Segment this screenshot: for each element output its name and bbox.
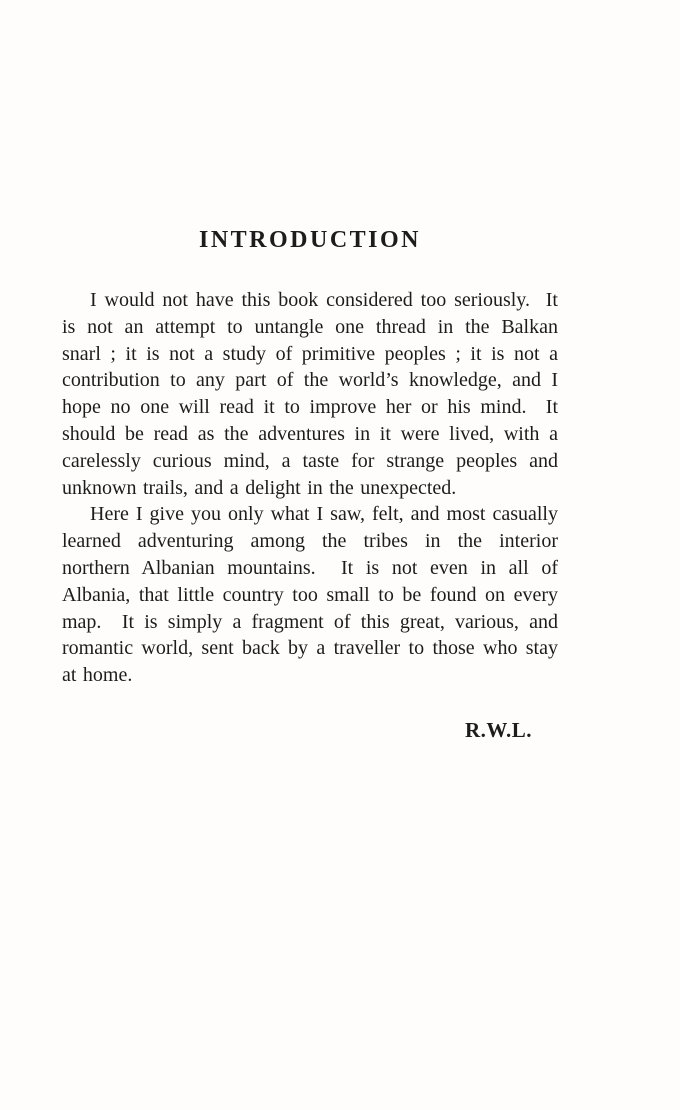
paragraph-1: I would not have this book considered too seriously. It is not an attempt to untangle one thread in the Balkan snarl ; it is not a study of primitive peoples ; it is not a contribution to any part of the world’s knowledge, and I hope no one will read it to improve her or his mind. It should be read as the adventures in it were lived, with a carelessly curious mind, a taste for strange peoples and unknown trails, and a delight in the unexpected. xyxy=(62,289,558,499)
paragraph-2: Here I give you only what I saw, felt, and most casually learned adventuring among the tribes in the interior northern Albanian mountains. It is not even in all of Albania, that little country too small to be found on every map. It is simply a fragment of this great, various, and romantic world, sent back by a traveller to those who stay at home. xyxy=(62,503,558,687)
text-block xyxy=(62,227,558,743)
chapter-title: INTRODUCTION xyxy=(198,227,422,253)
author-initials: R.W.L. xyxy=(465,717,532,742)
